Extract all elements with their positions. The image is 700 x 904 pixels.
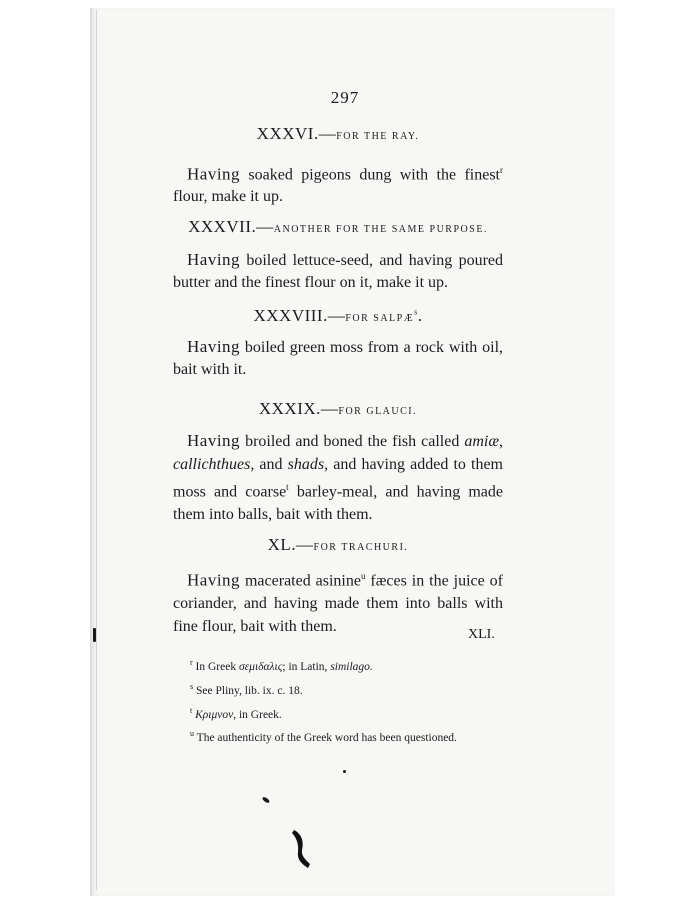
footnote-t: $^t$ Κριμνον, in Greek. (190, 705, 282, 721)
section-heading: XL.—FOR TRACHURI. (267, 535, 409, 554)
section-paragraph: Having boiled lettuce-seed, and having poured butter and the finest flour on it, make it up. (173, 250, 503, 291)
footnote-s: $^s$ See Pliny, lib. ix. c. 18. (190, 681, 303, 697)
lead-word: Having (187, 164, 241, 184)
section-paragraph: Having boiled green moss from a rock with oil, bait with it. (173, 337, 504, 378)
section-paragraph: Having soaked pigeons dung with the finest$^r$ flour, make it up. (173, 164, 503, 206)
section-xxxvi (173, 124, 503, 144)
section-paragraph: Having broiled and boned the fish called amiæ, callichthues, and shads, and having added to them moss and coarse$^t$ barley-meal, and having made them into balls, bait with them. (173, 431, 504, 524)
lead-word: Having (187, 570, 241, 590)
section-xxxviii-text (173, 336, 503, 381)
section-xxxix (173, 399, 503, 419)
fish-name: amiæ (464, 433, 500, 450)
gutter-shadow (96, 10, 97, 890)
section-paragraph: Having macerated asinine$^u$ fæces in the juice of coriander, and having made them into balls with fine flour, bait with them. (173, 570, 503, 636)
fish-name: shads (287, 456, 325, 473)
section-xxxix-text (173, 429, 503, 526)
section-xxxvii-text (173, 249, 503, 294)
section-heading: XXXIX.—FOR GLAUCI. (258, 399, 418, 418)
section-heading: XXXVIII.—FOR SALPÆ$^s$. (253, 306, 423, 325)
fish-name: callichthues (173, 456, 251, 473)
footnote-u: $^u$ The authenticity of the Greek word has been questioned. (190, 729, 457, 745)
lead-word: Having (187, 431, 241, 450)
section-xxxviii (173, 306, 503, 326)
section-heading: XXXVI.—FOR THE RAY. (256, 124, 420, 143)
section-xl (173, 535, 503, 555)
footnotes (190, 653, 520, 748)
margin-tick (93, 628, 96, 642)
catchword: XLI. (468, 627, 495, 642)
ink-blot-icon (288, 828, 318, 870)
lead-word: Having (187, 250, 241, 269)
lead-word: Having (187, 337, 241, 356)
section-xl-text (173, 565, 503, 638)
ink-spot (343, 770, 346, 773)
section-xxxvii (173, 217, 503, 237)
section-heading: XXXVII.—ANOTHER FOR THE SAME PURPOSE. (188, 217, 488, 236)
section-xxxvi-text (173, 159, 503, 208)
page-number: 297 (330, 88, 360, 107)
footnote-r: $^r$ In Greek σεμιδαλις; in Latin, similago. (190, 658, 373, 673)
